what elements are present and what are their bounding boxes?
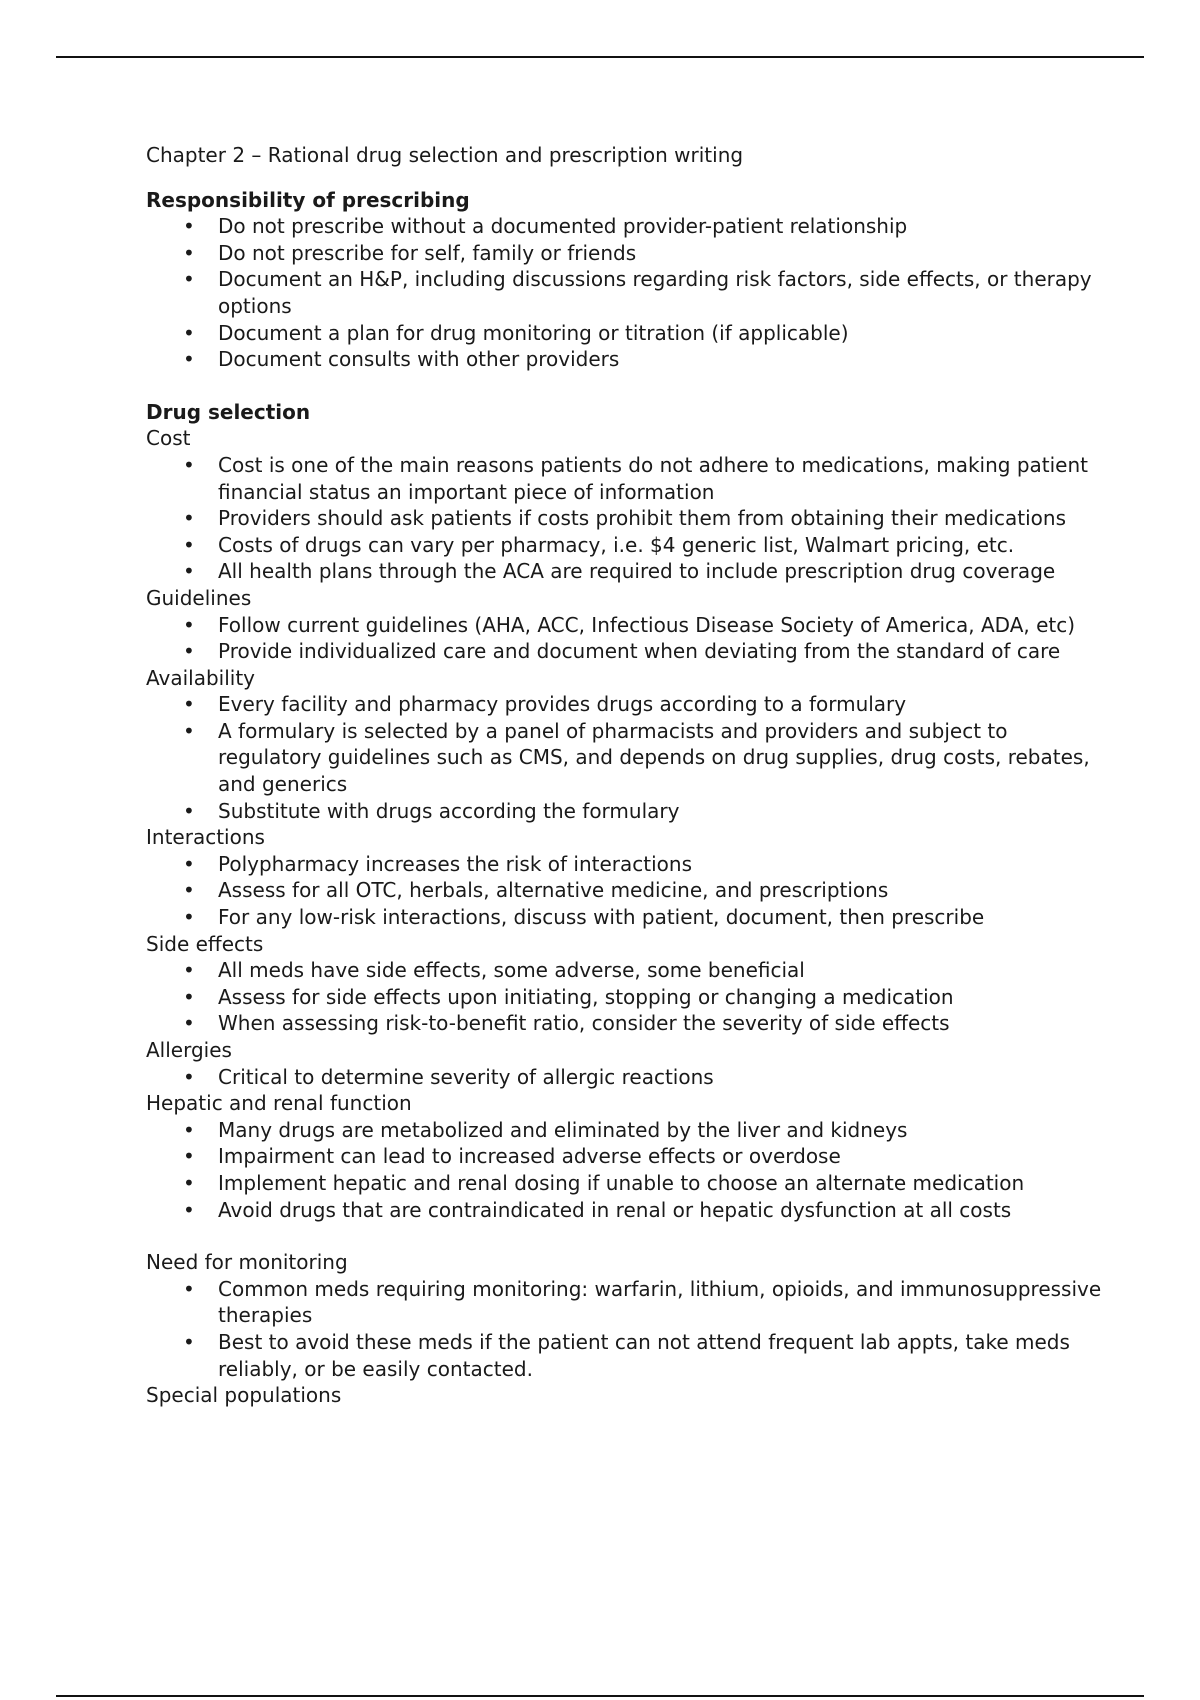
list-item: • Impairment can lead to increased adverse effects or overdose xyxy=(183,1144,841,1169)
guidelines-list xyxy=(146,612,1106,665)
side-effects-list xyxy=(146,957,1106,1037)
list-item: • Substitute with drugs according the formulary xyxy=(183,798,680,823)
list-item: • Do not prescribe without a documented provider-patient relationship xyxy=(183,214,908,239)
bullet-icon: • xyxy=(183,958,195,983)
subheading-interactions: Interactions xyxy=(146,825,265,850)
list-item: • A formulary is selected by a panel of pharmacists and providers and subject to regulatory guidelines such as CMS, and depends on drug supplies, drug costs, rebates, and generics xyxy=(183,718,1090,797)
list-item: • Assess for all OTC, herbals, alternative medicine, and prescriptions xyxy=(183,878,889,903)
page-top-rule xyxy=(56,56,1144,58)
availability-list xyxy=(146,691,1106,824)
allergies-list xyxy=(146,1064,1106,1091)
bullet-icon: • xyxy=(183,905,195,930)
subheading-availability: Availability xyxy=(146,665,256,690)
spacer xyxy=(146,373,1106,399)
list-item: • Document a plan for drug monitoring or titration (if applicable) xyxy=(183,320,849,345)
list-item: • Critical to determine severity of allergic reactions xyxy=(183,1064,714,1089)
bullet-icon: • xyxy=(183,347,195,372)
section-heading-drug-selection: Drug selection xyxy=(146,399,311,424)
list-item: • Providers should ask patients if costs prohibit them from obtaining their medications xyxy=(183,506,1067,531)
bullet-icon: • xyxy=(183,718,195,743)
subheading-side-effects: Side effects xyxy=(146,931,264,956)
list-item: • Best to avoid these meds if the patient can not attend frequent lab appts, take meds reliably, or be easily contacted. xyxy=(183,1329,1070,1381)
spacer xyxy=(146,1223,1106,1249)
list-item: • Common meds requiring monitoring: warfarin, lithium, opioids, and immunosuppressive therapies xyxy=(183,1276,1102,1328)
interactions-list xyxy=(146,851,1106,931)
subheading-monitoring: Need for monitoring xyxy=(146,1250,348,1275)
list-item: • Avoid drugs that are contraindicated in renal or hepatic dysfunction at all costs xyxy=(183,1197,1012,1222)
list-item: • Polypharmacy increases the risk of interactions xyxy=(183,851,693,876)
section-heading-responsibility: Responsibility of prescribing xyxy=(146,187,470,212)
chapter-title: Chapter 2 – Rational drug selection and prescription writing xyxy=(146,143,744,167)
bullet-icon: • xyxy=(183,612,195,637)
list-item: • Cost is one of the main reasons patients do not adhere to medications, making patient financial status an important piece of information xyxy=(183,452,1088,504)
bullet-icon: • xyxy=(183,320,195,345)
bullet-icon: • xyxy=(183,1144,195,1169)
bullet-icon: • xyxy=(183,1011,195,1036)
monitoring-list xyxy=(146,1276,1106,1382)
bullet-icon: • xyxy=(183,798,195,823)
page-bottom-rule xyxy=(56,1695,1144,1697)
list-item: • Many drugs are metabolized and eliminated by the liver and kidneys xyxy=(183,1117,908,1142)
bullet-icon: • xyxy=(183,1276,195,1301)
list-item: • All meds have side effects, some adverse, some beneficial xyxy=(183,958,805,983)
bullet-icon: • xyxy=(183,1329,195,1354)
bullet-icon: • xyxy=(183,559,195,584)
bullet-icon: • xyxy=(183,267,195,292)
list-item: • Document consults with other providers xyxy=(183,347,620,372)
bullet-icon: • xyxy=(183,984,195,1009)
bullet-icon: • xyxy=(183,214,195,239)
list-item: • Costs of drugs can vary per pharmacy, i.e. $4 generic list, Walmart pricing, etc. xyxy=(183,532,1015,557)
bullet-icon: • xyxy=(183,240,195,265)
list-item: • All health plans through the ACA are required to include prescription drug coverage xyxy=(183,559,1056,584)
hepatic-renal-list xyxy=(146,1117,1106,1223)
cost-list xyxy=(146,452,1106,585)
list-item: • Assess for side effects upon initiating, stopping or changing a medication xyxy=(183,984,954,1009)
bullet-icon: • xyxy=(183,1064,195,1089)
bullet-icon: • xyxy=(183,452,195,477)
bullet-icon: • xyxy=(183,851,195,876)
subheading-hepatic-renal: Hepatic and renal function xyxy=(146,1091,412,1116)
list-item: • When assessing risk-to-benefit ratio, consider the severity of side effects xyxy=(183,1011,950,1036)
list-item: • Every facility and pharmacy provides drugs according to a formulary xyxy=(183,692,907,717)
list-item: • Document an H&P, including discussions regarding risk factors, side effects, or therapy options xyxy=(183,267,1092,318)
bullet-icon: • xyxy=(183,532,195,557)
responsibility-list xyxy=(146,213,1106,373)
bullet-icon: • xyxy=(183,506,195,531)
bullet-icon: • xyxy=(183,692,195,717)
bullet-icon: • xyxy=(183,1117,195,1142)
list-item: • Implement hepatic and renal dosing if unable to choose an alternate medication xyxy=(183,1170,1025,1195)
list-item: • Follow current guidelines (AHA, ACC, Infectious Disease Society of America, ADA, etc) xyxy=(183,612,1076,637)
subheading-guidelines: Guidelines xyxy=(146,585,252,610)
list-item: • For any low-risk interactions, discuss with patient, document, then prescribe xyxy=(183,905,985,930)
bullet-icon: • xyxy=(183,1170,195,1195)
bullet-icon: • xyxy=(183,639,195,664)
subheading-allergies: Allergies xyxy=(146,1038,232,1062)
subheading-special-populations: Special populations xyxy=(146,1383,342,1408)
subheading-cost: Cost xyxy=(146,426,191,451)
bullet-icon: • xyxy=(183,1197,195,1222)
bullet-icon: • xyxy=(183,878,195,903)
list-item: • Provide individualized care and document when deviating from the standard of care xyxy=(183,639,1061,664)
list-item: • Do not prescribe for self, family or friends xyxy=(183,240,637,265)
document-body xyxy=(146,142,1106,1409)
